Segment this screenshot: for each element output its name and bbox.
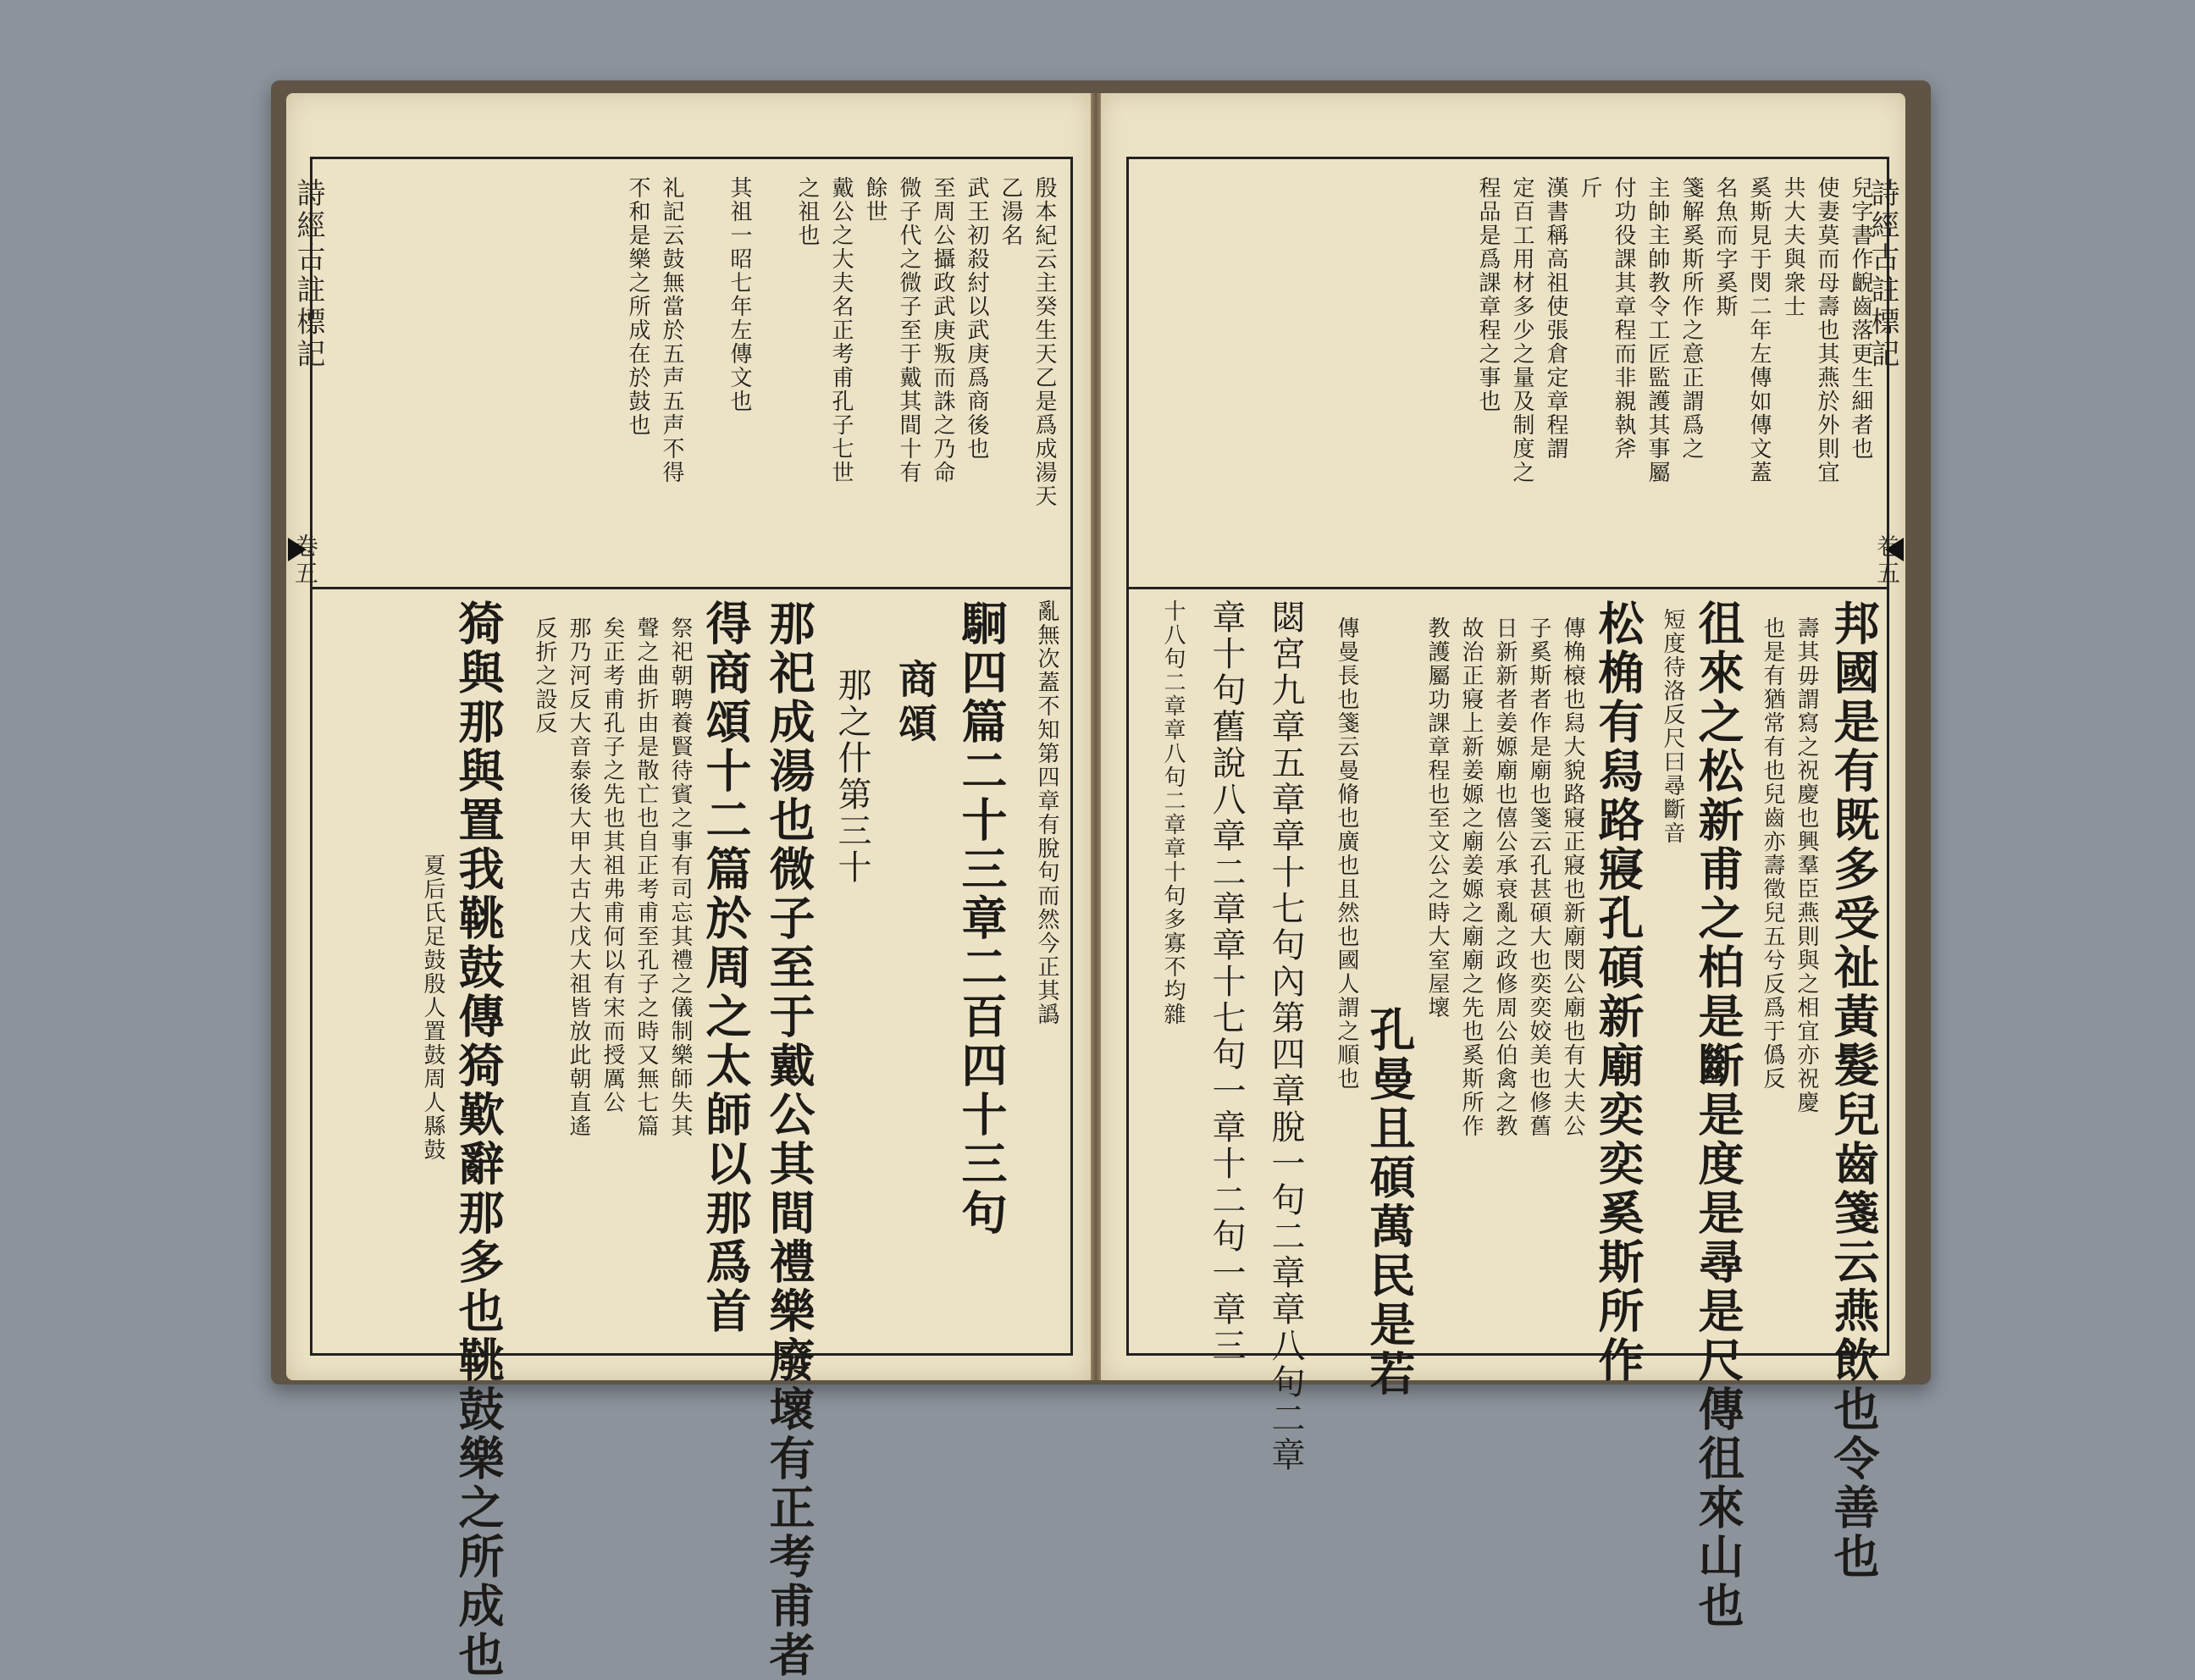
- right-page: [1101, 93, 1905, 1631]
- right-text-column: 松桷有舄路寢孔碩新廟奕奕奚斯所作: [1591, 600, 1645, 1385]
- right-text-column: 短度待洛反尺曰尋斷音: [1660, 608, 1685, 845]
- right-note: 程品是爲課章程之事也: [1475, 176, 1501, 413]
- left-margin-title: 詩經古註標記: [291, 178, 325, 371]
- right-note: 付功役課其章程而非親執斧: [1611, 176, 1636, 461]
- left-text-column: 駉四篇二十三章二百四十三句: [954, 600, 1009, 1238]
- left-text-column: 矣正考甫孔子之先也其祖弗甫何以有宋而授厲公: [600, 616, 625, 1114]
- left-text-column: 猗與那與置我鞉鼓傳猗歎辭那多也鞉鼓樂之所成也: [451, 600, 506, 1680]
- left-text-column: 反折之設反: [532, 616, 557, 735]
- right-note: 兒字書作齯齒落更生細者也: [1848, 176, 1873, 461]
- left-fold-mark-icon: [288, 538, 307, 561]
- left-note: 不和是樂之所成在於鼓也: [625, 176, 650, 437]
- right-text-column: 傳桷榱也舄大貌路寢正寢也新廟閔公廟也有大夫公: [1560, 616, 1585, 1138]
- left-note: 微子代之微子至于戴其間十有: [896, 176, 921, 484]
- left-text-column: 那乃河反大音泰後大甲大古大戊大祖皆放此朝直遙: [566, 616, 591, 1138]
- left-note: 戴公之大夫名正考甫孔子七世: [828, 176, 854, 484]
- left-note: 礼記云鼓無當於五声五声不得: [659, 176, 684, 484]
- left-note: 其祖一昭七年左傳文也: [727, 176, 752, 413]
- right-text-column: 章十句舊說八章二章章十七句一章十二句一章三: [1207, 600, 1246, 1364]
- right-margin-title: 詩經古註標記: [1866, 178, 1899, 371]
- right-text-column: 閟宮九章五章章十七句內第四章脫一句二章章八句二章: [1266, 600, 1305, 1473]
- right-note: 主帥主帥教令工匠監護其事屬: [1645, 176, 1670, 484]
- right-note: 箋解奚斯所作之意正謂爲之: [1678, 176, 1704, 461]
- left-note: 之祖也: [794, 176, 820, 247]
- right-fold-mark-icon: [1885, 538, 1904, 561]
- right-note: 漢書稱高祖使張倉定章程謂: [1543, 176, 1568, 461]
- left-volume-mark: 卷五: [291, 533, 319, 588]
- left-note: 乙湯名: [998, 176, 1023, 247]
- right-frame: [1126, 157, 1889, 1631]
- right-text-column: 壽其毋謂寫之祝慶也興羣臣燕則與之相宜亦祝慶: [1794, 616, 1819, 1114]
- right-text-column: 邦國是有既多受祉黃髮兒齒箋云燕飲也令善也: [1827, 600, 1881, 1582]
- left-text-column: 得商頌十二篇於周之太師以那爲首: [699, 600, 753, 1336]
- right-note: 名魚而字奚斯: [1712, 176, 1738, 318]
- right-text-column: 教護屬功課章程也至文公之時大室屋壞: [1424, 616, 1450, 1020]
- left-section-heading: 商頌: [893, 659, 938, 747]
- right-note: 共大夫與衆士: [1780, 176, 1805, 318]
- left-note: 至周公攝政武庚叛而誅之乃命: [930, 176, 955, 484]
- right-text-column: 故治正寢上新姜嫄之廟姜嫄之廟廟之先也奚斯所作: [1458, 616, 1484, 1138]
- right-text-column: 孔曼且碩萬民是若: [1363, 1006, 1417, 1399]
- left-text-column: 那祀成湯也微子至于戴公其間禮樂廢壞有正考甫者: [762, 600, 816, 1680]
- right-text-column: 十八句二章章八句二章章十句多寡不均雜: [1160, 600, 1186, 1026]
- right-text-column: 子奚斯者作是廟也箋云孔甚碩大也奕奕姣美也修舊: [1526, 616, 1551, 1138]
- right-text-column: 傳曼長也箋云曼脩也廣也且然也國人謂之順也: [1334, 616, 1359, 1091]
- left-page: [286, 93, 1091, 1680]
- right-text-column: 徂來之松新甫之柏是斷是度是尋是尺傳徂來山也: [1691, 600, 1745, 1631]
- left-text-column: 祭祀朝聘養賢待賓之事有司忘其禮之儀制樂師失其: [667, 616, 693, 1138]
- right-note: 使妻莫而母壽也其燕於外則宜: [1814, 176, 1839, 484]
- right-text-column: 也是有猶常有也兒齒亦壽徵兒五兮反爲于僞反: [1760, 616, 1785, 1091]
- right-text-column: 日新新者姜嫄廟也僖公承衰亂之政修周公伯禽之教: [1492, 616, 1518, 1138]
- right-note: 定百工用材多少之量及制度之: [1509, 176, 1534, 484]
- left-text-column: 亂無次蓋不知第四章有脫句而然今正其譌: [1034, 600, 1059, 1026]
- left-text-column: 聲之曲折由是散亡也自正考甫至孔子之時又無七篇: [633, 616, 659, 1138]
- left-divider: [312, 587, 1070, 589]
- left-note: 殷本紀云主癸生天乙是爲成湯天: [1031, 176, 1057, 508]
- left-text-column: 那之什第三十: [832, 667, 871, 886]
- left-text-column: 夏后氏足鼓殷人置鼓周人縣鼓: [420, 854, 445, 1162]
- right-divider: [1129, 587, 1887, 589]
- right-note: 奚斯見于閔二年左傳如傳文蓋: [1746, 176, 1772, 484]
- right-note: 斤: [1577, 176, 1602, 200]
- left-note: 餘世: [862, 176, 887, 224]
- left-frame: [310, 157, 1073, 1680]
- left-note: 武王初殺紂以武庚爲商後也: [964, 176, 989, 461]
- right-volume-mark: 卷五: [1873, 533, 1901, 588]
